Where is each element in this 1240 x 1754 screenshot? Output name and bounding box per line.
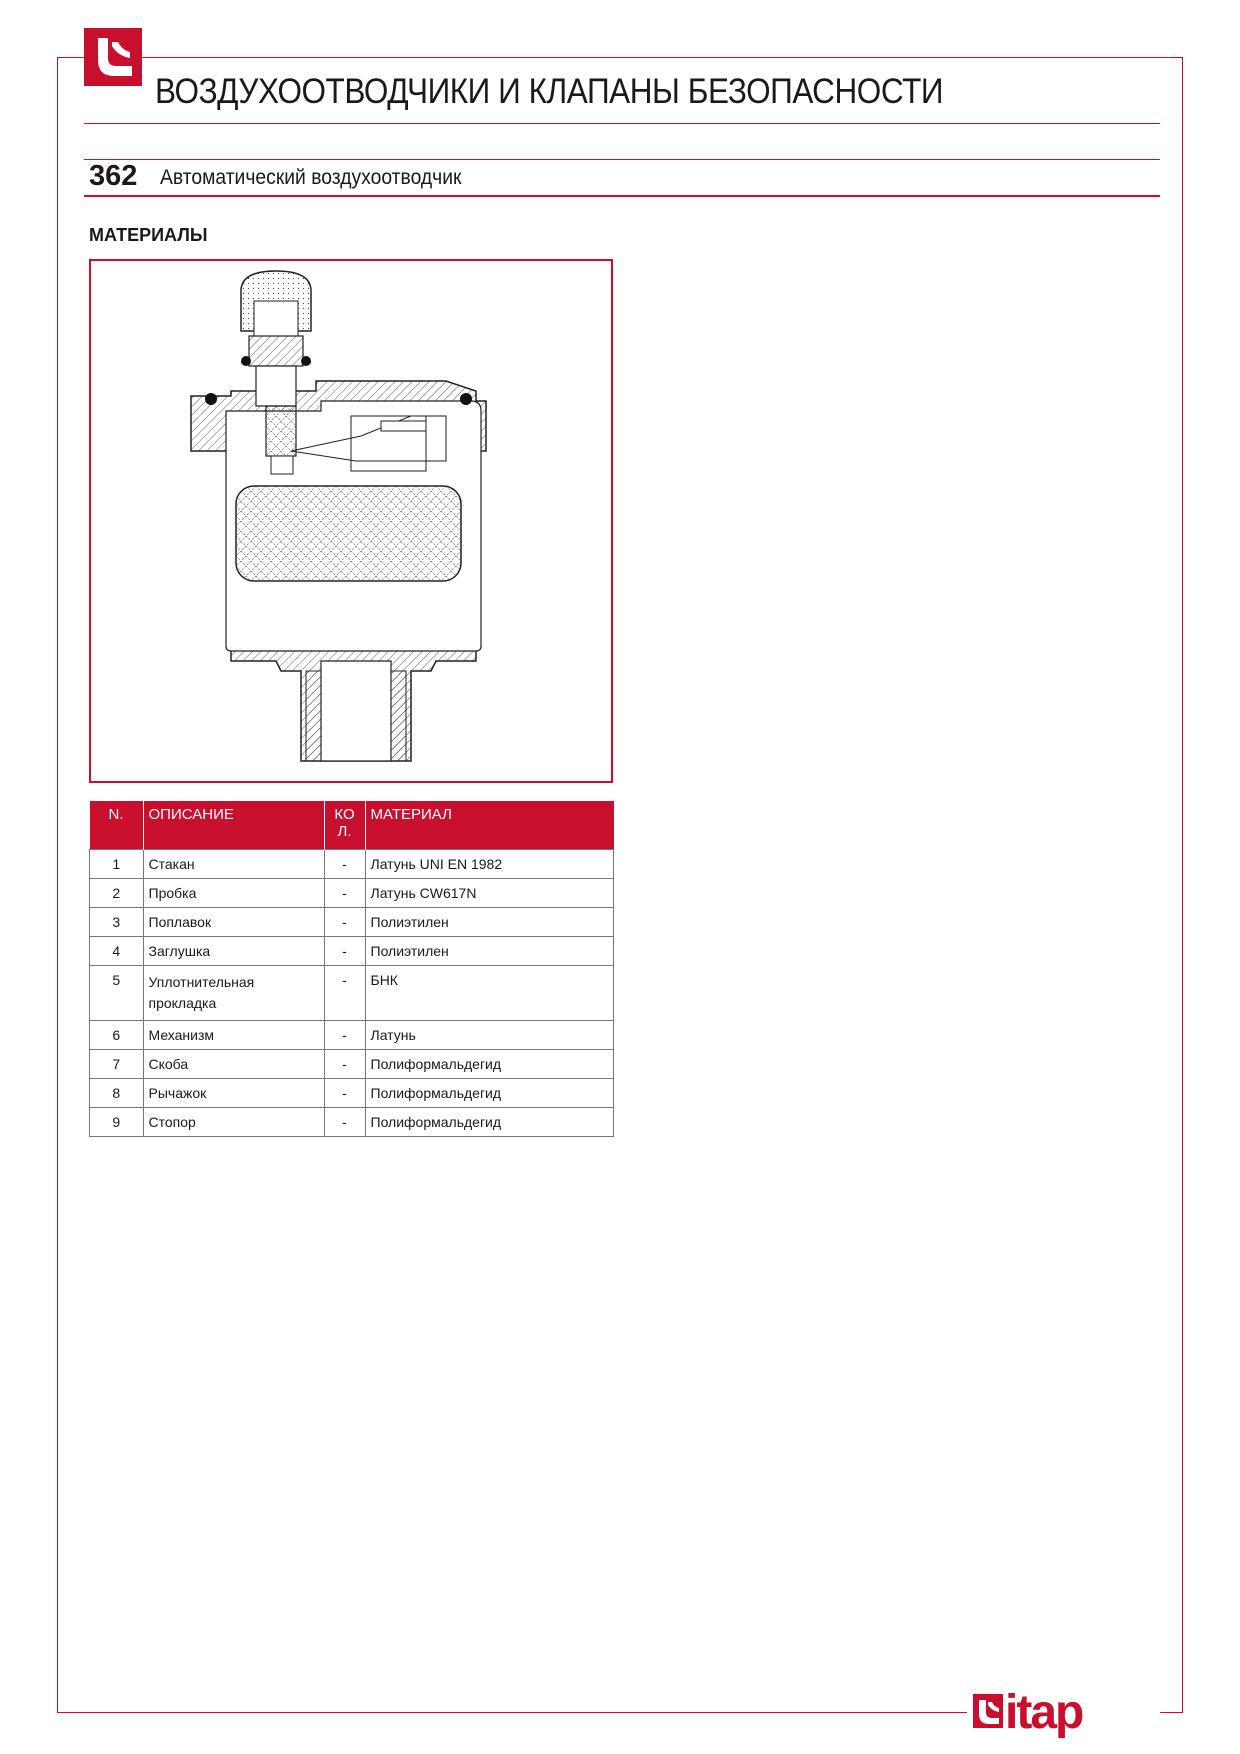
cell-qty: -	[324, 937, 365, 966]
column-header-qty	[324, 801, 365, 850]
logo-wordmark: itap	[1005, 1688, 1083, 1738]
product-name: Автоматический воздухоотводчик	[160, 166, 462, 189]
product-code: 362	[89, 160, 138, 192]
cell-material: Полиформальдегид	[365, 1050, 614, 1079]
column-header-material: МАТЕРИАЛ	[365, 801, 614, 850]
column-header-description: ОПИСАНИЕ	[143, 801, 324, 850]
cell-qty: -	[324, 1050, 365, 1079]
cell-description: Заглушка	[143, 937, 324, 966]
divider	[84, 123, 1160, 124]
cell-material: Полиформальдегид	[365, 1108, 614, 1137]
cell-material: Латунь UNI EN 1982	[365, 850, 614, 879]
cell-description: Стакан	[143, 850, 324, 879]
section-title: МАТЕРИАЛЫ	[89, 225, 208, 245]
cell-description: Рычажок	[143, 1079, 324, 1108]
cell-qty: -	[324, 879, 365, 908]
cell-qty: -	[324, 908, 365, 937]
column-header-qty-line1: КО	[334, 806, 355, 823]
cell-description: Уплотнительная прокладка	[143, 966, 324, 1021]
column-header-n: N.	[90, 801, 144, 850]
table-header-row	[90, 801, 614, 850]
cell-qty: -	[324, 1021, 365, 1050]
cell-n: 9	[90, 1108, 144, 1137]
page-title: ВОЗДУХООТВОДЧИКИ И КЛАПАНЫ БЕЗОПАСНОСТИ	[155, 72, 944, 111]
table-row	[90, 1050, 614, 1079]
cell-n: 3	[90, 908, 144, 937]
cell-n: 1	[90, 850, 144, 879]
product-drawing	[89, 259, 613, 783]
table-row	[90, 879, 614, 908]
table-row	[90, 937, 614, 966]
cell-material: БНК	[365, 966, 614, 1021]
divider	[84, 195, 1160, 197]
itap-logo	[973, 1688, 1153, 1738]
cell-material: Латунь	[365, 1021, 614, 1050]
cell-n: 5	[90, 966, 144, 1021]
cell-qty: -	[324, 1108, 365, 1137]
cell-material: Полиэтилен	[365, 908, 614, 937]
page-frame-left	[57, 57, 58, 1713]
cell-material: Полиэтилен	[365, 937, 614, 966]
table-row	[90, 850, 614, 879]
cell-description: Механизм	[143, 1021, 324, 1050]
cell-description: Пробка	[143, 879, 324, 908]
table-row	[90, 966, 614, 1021]
cell-n: 6	[90, 1021, 144, 1050]
cell-qty: -	[324, 1079, 365, 1108]
cell-material: Полиформальдегид	[365, 1079, 614, 1108]
table-row	[90, 1108, 614, 1137]
cell-description: Скоба	[143, 1050, 324, 1079]
page-frame-bottom-right	[1160, 1712, 1183, 1713]
materials-table	[89, 801, 614, 1137]
cell-n: 4	[90, 937, 144, 966]
cell-description: Поплавок	[143, 908, 324, 937]
table-row	[90, 908, 614, 937]
column-header-qty-line2: Л.	[337, 823, 352, 840]
page-frame-right	[1182, 57, 1183, 1713]
page-frame-bottom	[57, 1712, 967, 1713]
cell-qty: -	[324, 850, 365, 879]
cell-n: 2	[90, 879, 144, 908]
page-frame-top	[57, 57, 1183, 58]
cell-qty: -	[324, 966, 365, 1021]
cell-material: Латунь CW617N	[365, 879, 614, 908]
category-logo-icon	[84, 28, 142, 86]
cell-n: 7	[90, 1050, 144, 1079]
table-row	[90, 1021, 614, 1050]
cell-n: 8	[90, 1079, 144, 1108]
divider	[84, 159, 1160, 160]
cell-description: Стопор	[143, 1108, 324, 1137]
table-row	[90, 1079, 614, 1108]
